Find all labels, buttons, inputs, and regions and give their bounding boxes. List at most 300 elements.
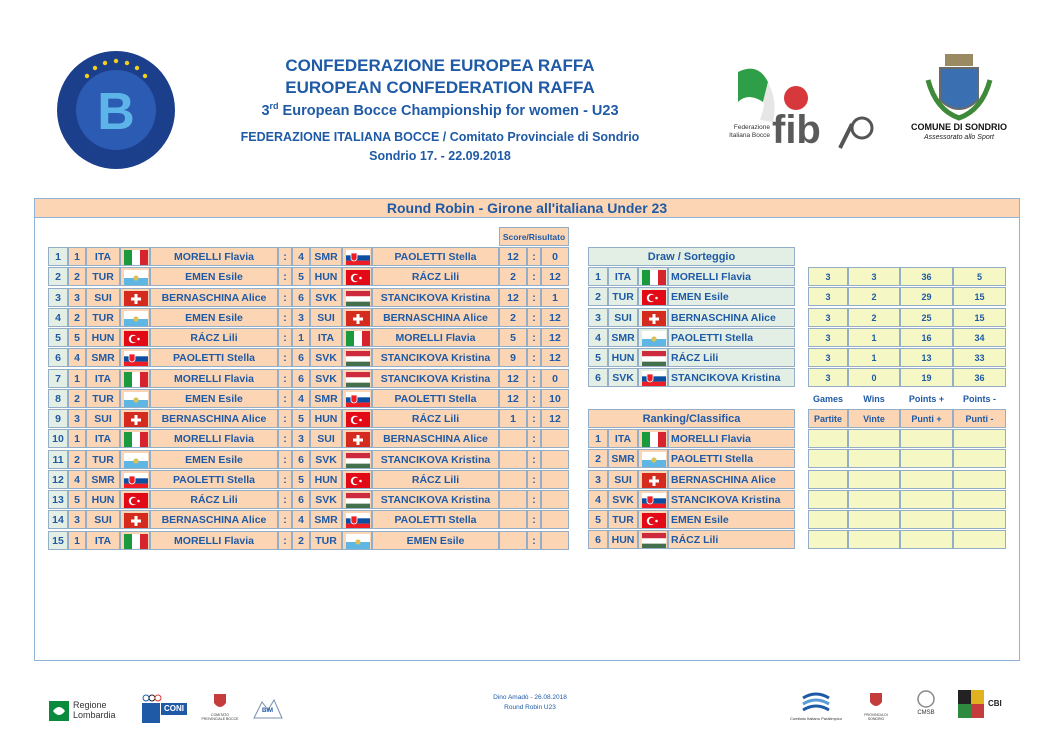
- match-number: 1: [48, 247, 68, 266]
- match-flag-b: [342, 429, 372, 448]
- match-seed-a: 1: [68, 429, 86, 448]
- score-header: Score/Risultato: [499, 227, 569, 246]
- draw-flag: [638, 348, 668, 367]
- match-flag-b: [342, 328, 372, 347]
- match-seed-b: 4: [292, 389, 310, 408]
- match-country-a: TUR: [86, 450, 120, 469]
- match-seed-b: 5: [292, 470, 310, 489]
- match-seed-b: 6: [292, 450, 310, 469]
- ranking-flag: [638, 470, 668, 489]
- fib-big-text: fib: [772, 108, 821, 152]
- ranking-country: TUR: [608, 510, 638, 529]
- ranking-player: PAOLETTI Stella: [668, 449, 795, 468]
- header-line-3-sup: rd: [269, 101, 279, 111]
- stats-cell: 2: [848, 287, 900, 306]
- stats-cell: 13: [900, 348, 953, 367]
- draw-position: 3: [588, 308, 608, 327]
- provincia-text: PROVINCIA DI SONDRIO: [864, 713, 888, 721]
- draw-player: BERNASCHINA Alice: [668, 308, 795, 327]
- match-separator: :: [278, 409, 292, 428]
- match-seed-b: 2: [292, 531, 310, 550]
- match-separator: :: [278, 531, 292, 550]
- draw-country: SUI: [608, 308, 638, 327]
- smr-flag-icon: [642, 331, 666, 347]
- stats-empty-cell: [900, 510, 953, 529]
- match-seed-a: 5: [68, 490, 86, 509]
- match-number: 4: [48, 308, 68, 327]
- match-player-b: MORELLI Flavia: [372, 328, 499, 347]
- match-score-a: 2: [499, 308, 527, 327]
- tur-flag-icon: [346, 412, 370, 428]
- draw-position: 4: [588, 328, 608, 347]
- cbi-text: CBI: [988, 699, 1002, 708]
- svg-text:B: B: [97, 83, 135, 141]
- match-separator: :: [278, 450, 292, 469]
- match-player-b: BERNASCHINA Alice: [372, 308, 499, 327]
- match-separator: :: [278, 308, 292, 327]
- match-player-b: STANCIKOVA Kristina: [372, 288, 499, 307]
- match-country-b: SMR: [310, 389, 342, 408]
- match-seed-a: 2: [68, 450, 86, 469]
- tur-flag-icon: [346, 473, 370, 489]
- match-separator: :: [278, 288, 292, 307]
- regione-text-2: Lombardia: [73, 710, 116, 720]
- ita-flag-icon: [124, 250, 148, 266]
- match-country-a: TUR: [86, 308, 120, 327]
- match-seed-a: 3: [68, 409, 86, 428]
- match-country-a: ITA: [86, 531, 120, 550]
- match-country-b: SVK: [310, 348, 342, 367]
- stats-empty-cell: [808, 470, 848, 489]
- match-country-a: HUN: [86, 490, 120, 509]
- header-line-1: CONFEDERAZIONE EUROPEA RAFFA: [285, 56, 595, 75]
- sui-flag-icon: [346, 311, 370, 327]
- stats-header-it: Punti -: [953, 409, 1006, 428]
- match-country-b: SVK: [310, 288, 342, 307]
- match-seed-a: 2: [68, 389, 86, 408]
- match-number: 12: [48, 470, 68, 489]
- match-flag-a: [120, 369, 150, 388]
- stats-empty-cell: [808, 449, 848, 468]
- credit-line-2: Round Robin U23: [504, 704, 556, 711]
- header-line-2: EUROPEAN CONFEDERATION RAFFA: [285, 78, 595, 97]
- match-score-separator: :: [527, 470, 541, 489]
- match-score-separator: :: [527, 288, 541, 307]
- header-line-3: [200, 101, 680, 119]
- hun-flag-icon: [346, 291, 370, 307]
- match-separator: :: [278, 510, 292, 529]
- match-score-a: 12: [499, 288, 527, 307]
- match-country-b: SVK: [310, 369, 342, 388]
- stats-empty-cell: [900, 449, 953, 468]
- ranking-player: RÁCZ Lili: [668, 530, 795, 549]
- stats-cell: 1: [848, 328, 900, 347]
- stats-empty-cell: [808, 530, 848, 549]
- match-separator: :: [278, 429, 292, 448]
- match-player-a: RÁCZ Lili: [150, 328, 278, 347]
- match-flag-b: [342, 409, 372, 428]
- stats-cell: 3: [808, 328, 848, 347]
- ranking-country: HUN: [608, 530, 638, 549]
- match-player-b: PAOLETTI Stella: [372, 510, 499, 529]
- sui-flag-icon: [124, 291, 148, 307]
- stats-empty-cell: [808, 510, 848, 529]
- hun-flag-icon: [346, 453, 370, 469]
- stats-cell: 3: [808, 348, 848, 367]
- match-country-a: HUN: [86, 328, 120, 347]
- match-score-a: 1: [499, 409, 527, 428]
- match-score-separator: :: [527, 308, 541, 327]
- ita-flag-icon: [124, 534, 148, 550]
- match-flag-b: [342, 369, 372, 388]
- match-seed-a: 2: [68, 267, 86, 286]
- match-player-b: PAOLETTI Stella: [372, 389, 499, 408]
- match-flag-b: [342, 389, 372, 408]
- match-score-separator: :: [527, 490, 541, 509]
- match-flag-a: [120, 288, 150, 307]
- stats-cell: 19: [900, 368, 953, 387]
- stats-header-it: Partite: [808, 409, 848, 428]
- match-number: 14: [48, 510, 68, 529]
- match-score-a: 9: [499, 348, 527, 367]
- match-seed-b: 4: [292, 510, 310, 529]
- match-score-b: 12: [541, 267, 569, 286]
- cmsb-logo: [908, 690, 944, 722]
- svk-flag-icon: [642, 371, 666, 387]
- match-flag-b: [342, 510, 372, 529]
- match-flag-b: [342, 308, 372, 327]
- match-flag-a: [120, 308, 150, 327]
- match-flag-a: [120, 348, 150, 367]
- match-player-a: EMEN Esile: [150, 267, 278, 286]
- match-country-a: SMR: [86, 348, 120, 367]
- match-score-separator: :: [527, 247, 541, 266]
- stats-cell: 0: [848, 368, 900, 387]
- ranking-flag: [638, 510, 668, 529]
- stats-header-en: Points -: [963, 393, 996, 404]
- comitato-text: COMITATO PROVINCIALE BOCCE: [201, 713, 239, 721]
- confederation-logo: [55, 49, 177, 171]
- stats-cell: 3: [808, 368, 848, 387]
- comitato-logo: [200, 693, 240, 725]
- stats-cell: 34: [953, 328, 1006, 347]
- match-score-a: [499, 531, 527, 550]
- tur-flag-icon: [124, 331, 148, 347]
- draw-position: 5: [588, 348, 608, 367]
- stats-empty-cell: [848, 470, 900, 489]
- match-score-a: 12: [499, 389, 527, 408]
- stats-empty-cell: [808, 490, 848, 509]
- match-score-b: 12: [541, 308, 569, 327]
- match-flag-a: [120, 470, 150, 489]
- match-player-a: EMEN Esile: [150, 308, 278, 327]
- ranking-flag: [638, 490, 668, 509]
- stats-empty-cell: [953, 449, 1006, 468]
- match-number: 2: [48, 267, 68, 286]
- match-seed-b: 6: [292, 369, 310, 388]
- credit-line-1: Dino Amadò - 26.08.2018: [493, 694, 567, 701]
- ita-flag-icon: [642, 432, 666, 448]
- ita-flag-icon: [346, 331, 370, 347]
- match-player-b: BERNASCHINA Alice: [372, 429, 499, 448]
- match-score-separator: :: [527, 267, 541, 286]
- match-player-a: BERNASCHINA Alice: [150, 409, 278, 428]
- match-seed-a: 4: [68, 348, 86, 367]
- cip-logo: [784, 690, 848, 724]
- ranking-player: MORELLI Flavia: [668, 429, 795, 448]
- header-line-5: Sondrio 17. - 22.09.2018: [369, 149, 511, 163]
- ranking-flag: [638, 429, 668, 448]
- match-player-a: BERNASCHINA Alice: [150, 288, 278, 307]
- match-number: 5: [48, 328, 68, 347]
- draw-player: RÁCZ Lili: [668, 348, 795, 367]
- stats-header-en: Points +: [908, 393, 945, 404]
- stats-cell: 36: [953, 368, 1006, 387]
- match-player-b: STANCIKOVA Kristina: [372, 450, 499, 469]
- match-flag-b: [342, 267, 372, 286]
- stats-header-it: Vinte: [848, 409, 900, 428]
- match-seed-b: 6: [292, 288, 310, 307]
- match-score-separator: :: [527, 348, 541, 367]
- bim-logo: [252, 696, 292, 720]
- match-flag-a: [120, 389, 150, 408]
- svk-flag-icon: [346, 250, 370, 266]
- hun-flag-icon: [346, 493, 370, 509]
- match-seed-a: 3: [68, 288, 86, 307]
- match-score-separator: :: [527, 409, 541, 428]
- match-number: 9: [48, 409, 68, 428]
- match-country-b: ITA: [310, 328, 342, 347]
- ranking-position: 2: [588, 449, 608, 468]
- match-score-separator: :: [527, 531, 541, 550]
- sui-flag-icon: [124, 412, 148, 428]
- match-country-b: HUN: [310, 267, 342, 286]
- stats-empty-cell: [953, 530, 1006, 549]
- match-flag-b: [342, 470, 372, 489]
- match-seed-a: 1: [68, 369, 86, 388]
- match-flag-a: [120, 531, 150, 550]
- smr-flag-icon: [124, 270, 148, 286]
- stats-cell: 25: [900, 308, 953, 327]
- banner: [34, 198, 1020, 218]
- match-flag-a: [120, 510, 150, 529]
- ranking-position: 6: [588, 530, 608, 549]
- hun-flag-icon: [642, 533, 666, 549]
- stats-empty-cell: [848, 490, 900, 509]
- draw-position: 1: [588, 267, 608, 286]
- comune-logo: [910, 50, 1007, 150]
- match-country-b: SUI: [310, 429, 342, 448]
- smr-flag-icon: [124, 392, 148, 408]
- svk-flag-icon: [124, 473, 148, 489]
- match-country-a: SMR: [86, 470, 120, 489]
- match-score-a: 12: [499, 247, 527, 266]
- match-player-a: MORELLI Flavia: [150, 429, 278, 448]
- match-score-b: [541, 470, 569, 489]
- match-score-separator: :: [527, 510, 541, 529]
- draw-flag: [638, 368, 668, 387]
- match-seed-b: 3: [292, 429, 310, 448]
- draw-country: TUR: [608, 287, 638, 306]
- stats-cell: 3: [808, 287, 848, 306]
- draw-flag: [638, 308, 668, 327]
- match-seed-b: 6: [292, 490, 310, 509]
- header-line-4: FEDERAZIONE ITALIANA BOCCE / Comitato Provinciale di Sondrio: [240, 130, 640, 144]
- ranking-country: SVK: [608, 490, 638, 509]
- stats-header-en: Wins: [863, 393, 885, 404]
- match-country-a: TUR: [86, 267, 120, 286]
- match-player-b: STANCIKOVA Kristina: [372, 369, 499, 388]
- match-flag-b: [342, 288, 372, 307]
- match-seed-a: 1: [68, 531, 86, 550]
- match-player-b: RÁCZ Lili: [372, 409, 499, 428]
- match-separator: :: [278, 247, 292, 266]
- coni-text: CONI: [164, 704, 184, 713]
- match-country-a: SUI: [86, 409, 120, 428]
- match-player-a: MORELLI Flavia: [150, 531, 278, 550]
- draw-title: Draw / Sorteggio: [588, 247, 795, 266]
- match-score-b: [541, 450, 569, 469]
- match-seed-b: 1: [292, 328, 310, 347]
- ita-flag-icon: [642, 270, 666, 286]
- match-country-b: HUN: [310, 470, 342, 489]
- match-flag-b: [342, 531, 372, 550]
- match-country-a: ITA: [86, 429, 120, 448]
- smr-flag-icon: [642, 452, 666, 468]
- match-score-a: [499, 490, 527, 509]
- match-seed-a: 4: [68, 470, 86, 489]
- match-score-b: 12: [541, 328, 569, 347]
- draw-country: ITA: [608, 267, 638, 286]
- hun-flag-icon: [642, 351, 666, 367]
- match-score-b: [541, 490, 569, 509]
- draw-country: SMR: [608, 328, 638, 347]
- tur-flag-icon: [124, 493, 148, 509]
- smr-flag-icon: [124, 311, 148, 327]
- stats-cell: 29: [900, 287, 953, 306]
- stats-cell: 3: [808, 308, 848, 327]
- match-flag-a: [120, 409, 150, 428]
- svk-flag-icon: [642, 493, 666, 509]
- ranking-title: Ranking/Classifica: [588, 409, 795, 428]
- match-player-a: PAOLETTI Stella: [150, 348, 278, 367]
- match-flag-b: [342, 348, 372, 367]
- ita-flag-icon: [124, 432, 148, 448]
- match-number: 11: [48, 450, 68, 469]
- match-separator: :: [278, 267, 292, 286]
- smr-flag-icon: [124, 453, 148, 469]
- match-score-b: [541, 429, 569, 448]
- match-country-a: ITA: [86, 247, 120, 266]
- match-separator: :: [278, 328, 292, 347]
- stats-empty-cell: [848, 429, 900, 448]
- fib-anniversary-mark: [836, 114, 878, 150]
- match-country-b: SUI: [310, 308, 342, 327]
- draw-position: 6: [588, 368, 608, 387]
- match-player-a: PAOLETTI Stella: [150, 470, 278, 489]
- match-score-a: [499, 470, 527, 489]
- match-score-a: 5: [499, 328, 527, 347]
- match-country-a: TUR: [86, 389, 120, 408]
- match-player-b: PAOLETTI Stella: [372, 247, 499, 266]
- match-seed-b: 6: [292, 348, 310, 367]
- cmsb-text: CMSB: [917, 710, 935, 716]
- match-seed-b: 5: [292, 409, 310, 428]
- match-score-b: [541, 510, 569, 529]
- svk-flag-icon: [346, 392, 370, 408]
- ranking-player: STANCIKOVA Kristina: [668, 490, 795, 509]
- match-flag-a: [120, 429, 150, 448]
- stats-cell: 2: [848, 308, 900, 327]
- ranking-position: 5: [588, 510, 608, 529]
- match-score-separator: :: [527, 450, 541, 469]
- match-flag-b: [342, 490, 372, 509]
- match-score-b: 0: [541, 247, 569, 266]
- match-score-separator: :: [527, 328, 541, 347]
- match-player-a: MORELLI Flavia: [150, 247, 278, 266]
- stats-cell: 33: [953, 348, 1006, 367]
- match-score-b: 12: [541, 348, 569, 367]
- match-score-a: [499, 510, 527, 529]
- match-score-b: 1: [541, 288, 569, 307]
- match-player-a: RÁCZ Lili: [150, 490, 278, 509]
- match-flag-a: [120, 450, 150, 469]
- hun-flag-icon: [346, 351, 370, 367]
- match-number: 7: [48, 369, 68, 388]
- match-seed-a: 5: [68, 328, 86, 347]
- match-score-separator: :: [527, 389, 541, 408]
- sui-flag-icon: [642, 473, 666, 489]
- match-score-a: [499, 429, 527, 448]
- regione-text-1: Regione: [73, 700, 107, 710]
- match-seed-b: 3: [292, 308, 310, 327]
- match-country-b: SVK: [310, 490, 342, 509]
- draw-country: HUN: [608, 348, 638, 367]
- ranking-country: SUI: [608, 470, 638, 489]
- stats-header-it: Punti +: [900, 409, 953, 428]
- match-player-b: RÁCZ Lili: [372, 470, 499, 489]
- match-flag-b: [342, 450, 372, 469]
- match-player-a: BERNASCHINA Alice: [150, 510, 278, 529]
- stats-empty-cell: [900, 429, 953, 448]
- comune-subtitle: Assessorato allo Sport: [923, 134, 995, 141]
- match-separator: :: [278, 369, 292, 388]
- coni-logo: [140, 693, 190, 725]
- stats-cell: 3: [848, 267, 900, 286]
- draw-player: EMEN Esile: [668, 287, 795, 306]
- tur-flag-icon: [642, 513, 666, 529]
- match-number: 15: [48, 531, 68, 550]
- comune-title: COMUNE DI SONDRIO: [910, 122, 1007, 132]
- ranking-flag: [638, 449, 668, 468]
- draw-flag: [638, 328, 668, 347]
- regione-lombardia-logo: [49, 700, 129, 722]
- match-flag-a: [120, 490, 150, 509]
- match-flag-b: [342, 247, 372, 266]
- draw-player: STANCIKOVA Kristina: [668, 368, 795, 387]
- match-player-a: EMEN Esile: [150, 450, 278, 469]
- header-line-3-ordinal: 3: [261, 102, 270, 119]
- match-country-a: SUI: [86, 510, 120, 529]
- match-number: 6: [48, 348, 68, 367]
- stats-cell: 36: [900, 267, 953, 286]
- match-score-b: 10: [541, 389, 569, 408]
- fib-logo: [718, 62, 883, 154]
- draw-flag: [638, 267, 668, 286]
- match-player-b: STANCIKOVA Kristina: [372, 490, 499, 509]
- draw-position: 2: [588, 287, 608, 306]
- smr-flag-icon: [346, 534, 370, 550]
